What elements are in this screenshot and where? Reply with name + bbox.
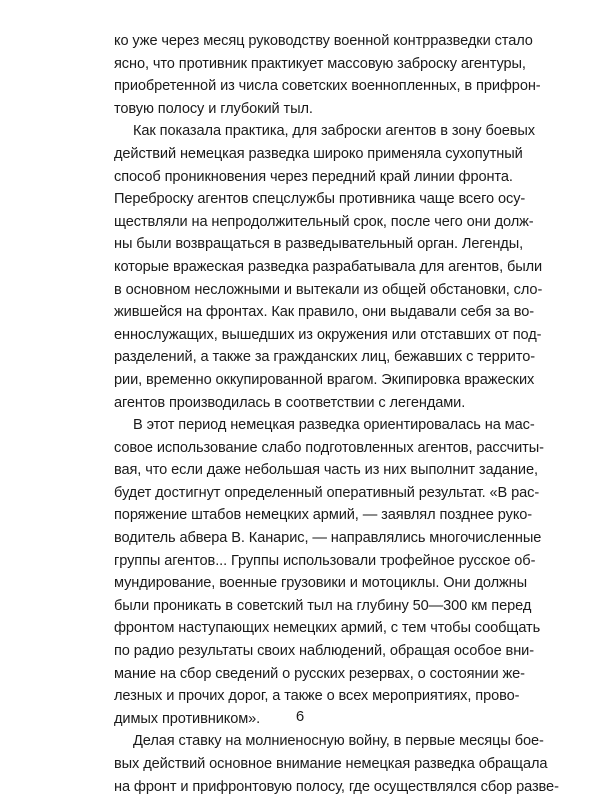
text-line: в основном несложными и вытекали из общей обстановки, сло- — [114, 281, 543, 298]
text-line: которые вражеская разведка разрабатывала для агентов, были — [114, 258, 543, 275]
text-line: будет достигнут определенный оперативный результат. «В рас- — [114, 484, 540, 501]
text-line: по радио результаты своих наблюдений, обращая особое вни- — [114, 643, 534, 660]
text-line: были проникать в советский тыл на глубину 50—300 км перед — [114, 597, 532, 614]
text-line: Делая ставку на молниеносную войну, в первые месяцы бое- — [133, 733, 544, 750]
text-line: агентов производилась в соответствии с легендами. — [114, 394, 466, 411]
text-line: мание на сбор сведений о русских резервах, о состоянии же- — [114, 665, 525, 682]
text-line: товую полосу и глубокий тыл. — [114, 100, 313, 117]
text-line: ществляли на непродолжительный срок, после чего они долж- — [114, 213, 534, 230]
text-line: фронтом наступающих немецких армий, с тем чтобы сообщать — [114, 620, 541, 637]
text-line: поряжение штабов немецких армий, — заявлял позднее руко- — [114, 507, 533, 524]
text-line: ко уже через месяц руководству военной контрразведки стало — [114, 33, 533, 49]
text-line: вая, что если даже небольшая часть из них выполнит задание, — [114, 462, 538, 479]
text-line: приобретенной из числа советских военнопленных, в прифрон- — [114, 78, 541, 95]
text-line: ны были возвращаться в разведывательный орган. Легенды, — [114, 236, 524, 253]
text-line: ясно, что противник практикует массовую заброску агентуры, — [114, 55, 526, 72]
text-line: еннослужащих, вышедших из окружения или отставших от под- — [114, 326, 542, 343]
text-line: димых противником». — [114, 710, 261, 727]
text-line: рии, временно оккупированной врагом. Экипировка вражеских — [114, 371, 535, 388]
text-line: на фронт и прифронтовую полосу, где осуществлялся сбор разве- — [114, 778, 559, 795]
body-text — [114, 30, 559, 798]
text-line: Переброску агентов спецслужбы противника чаще всего осу- — [114, 191, 526, 208]
text-line: водитель абвера В. Канарис, — направлялись многочисленные — [114, 530, 542, 547]
text-line: вых действий основное внимание немецкая разведка обращала — [114, 756, 548, 772]
text-line: мундирование, военные грузовики и мотоциклы. Они должны — [114, 575, 528, 592]
text-line: действий немецкая разведка широко применяла сухопутный — [114, 145, 523, 162]
text-line: В этот период немецкая разведка ориентировалась на мас- — [133, 417, 535, 434]
text-line: разделений, а также за гражданских лиц, бежавших с террито- — [114, 349, 535, 366]
text-line: жившейся на фронтах. Как правило, они выдавали себя за во- — [114, 304, 535, 321]
text-line: лезных и прочих дорог, а также о всех мероприятиях, прово- — [114, 688, 520, 705]
text-line: способ проникновения через передний край линии фронта. — [114, 168, 513, 185]
text-line: Как показала практика, для заброски агентов в зону боевых — [133, 123, 535, 140]
text-line: совое использование слабо подготовленных агентов, рассчиты- — [114, 439, 544, 456]
page-number: 6 — [295, 708, 305, 725]
text-line: группы агентов... Группы использовали трофейное русское об- — [114, 552, 536, 569]
